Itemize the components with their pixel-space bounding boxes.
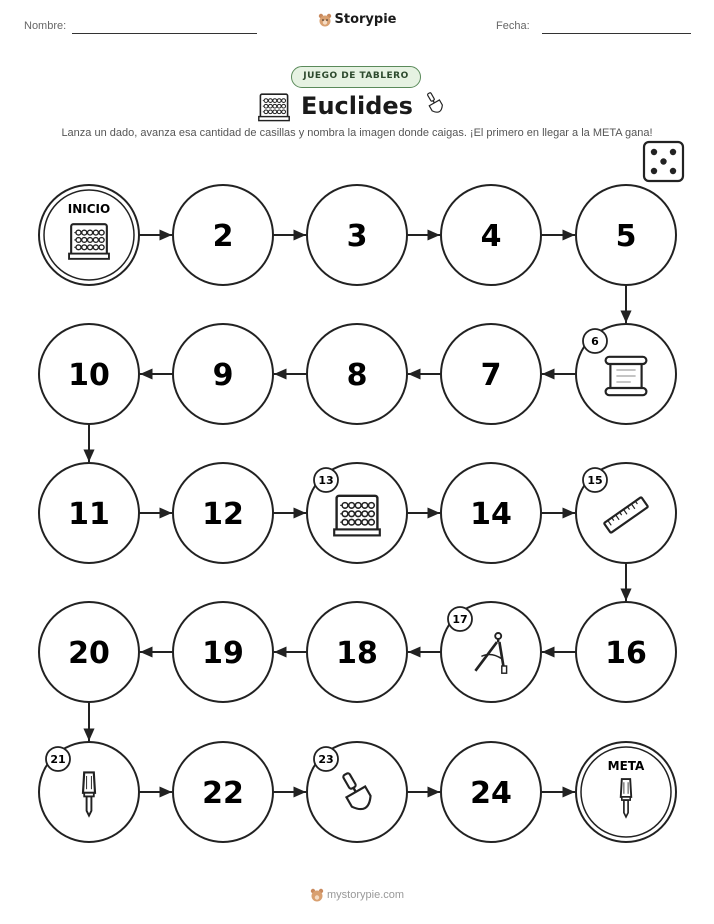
bear-icon <box>310 888 324 902</box>
finish-space[interactable] <box>576 742 676 842</box>
space-number-badge: 13 <box>318 474 334 487</box>
page-title: Euclides <box>301 92 413 120</box>
space-number: 9 <box>212 358 234 393</box>
board-space-24[interactable] <box>441 742 541 842</box>
board-space-21[interactable] <box>39 742 139 842</box>
brand-name: Storypie <box>334 12 397 27</box>
board-space-12[interactable] <box>173 463 273 563</box>
board-space-16[interactable] <box>576 602 676 702</box>
abacus-icon <box>69 224 109 259</box>
start-space[interactable] <box>39 185 139 285</box>
board-space-17[interactable] <box>441 602 541 702</box>
board-space-5[interactable] <box>576 185 676 285</box>
date-label: Fecha: <box>496 20 530 32</box>
footer <box>0 888 714 902</box>
board-space-14[interactable] <box>441 463 541 563</box>
space-number: 24 <box>470 776 512 811</box>
instructions: Lanza un dado, avanza esa cantidad de casillas y nombra la imagen donde caigas. ¡El primero en llegar a la META gana! <box>61 127 653 139</box>
abacus-icon <box>334 496 380 536</box>
space-label: META <box>607 759 645 773</box>
board-space-20[interactable] <box>39 602 139 702</box>
board-space-3[interactable] <box>307 185 407 285</box>
space-number-badge: 23 <box>318 753 334 766</box>
space-number: 18 <box>336 636 378 671</box>
space-number: 10 <box>68 358 110 393</box>
board-space-10[interactable] <box>39 324 139 424</box>
space-number: 4 <box>480 219 502 254</box>
game-type-badge: JUEGO DE TABLERO <box>291 66 421 88</box>
space-number-badge: 6 <box>591 335 599 348</box>
space-number: 14 <box>470 497 512 532</box>
space-number-badge: 15 <box>587 474 603 487</box>
space-number: 16 <box>605 636 647 671</box>
board-space-18[interactable] <box>307 602 407 702</box>
scroll-icon <box>606 357 647 395</box>
board-space-4[interactable] <box>441 185 541 285</box>
board-space-23[interactable] <box>307 742 407 842</box>
board-space-9[interactable] <box>173 324 273 424</box>
space-number: 22 <box>202 776 244 811</box>
footer-url[interactable]: mystorypie.com <box>327 888 405 901</box>
board-space-11[interactable] <box>39 463 139 563</box>
board-space-15[interactable] <box>576 463 676 563</box>
board-space-7[interactable] <box>441 324 541 424</box>
space-number: 5 <box>615 219 637 254</box>
title-trowel-icon <box>424 90 445 114</box>
board-space-19[interactable] <box>173 602 273 702</box>
space-number: 19 <box>202 636 244 671</box>
board-space-2[interactable] <box>173 185 273 285</box>
space-number: 3 <box>346 219 368 254</box>
space-number: 11 <box>68 497 110 532</box>
space-number: 20 <box>68 636 110 671</box>
name-label: Nombre: <box>24 20 67 32</box>
board-space-13[interactable] <box>307 463 407 563</box>
board-space-6[interactable] <box>576 324 676 424</box>
board-space-8[interactable] <box>307 324 407 424</box>
title-abacus-icon <box>259 94 289 120</box>
space-number: 12 <box>202 497 244 532</box>
space-number: 7 <box>480 358 502 393</box>
space-number: 8 <box>346 358 368 393</box>
board-space-22[interactable] <box>173 742 273 842</box>
space-number-badge: 21 <box>50 753 66 766</box>
space-number: 2 <box>212 219 234 254</box>
space-number-badge: 17 <box>452 613 468 626</box>
space-label: INICIO <box>67 202 111 216</box>
dice-icon <box>644 142 683 181</box>
